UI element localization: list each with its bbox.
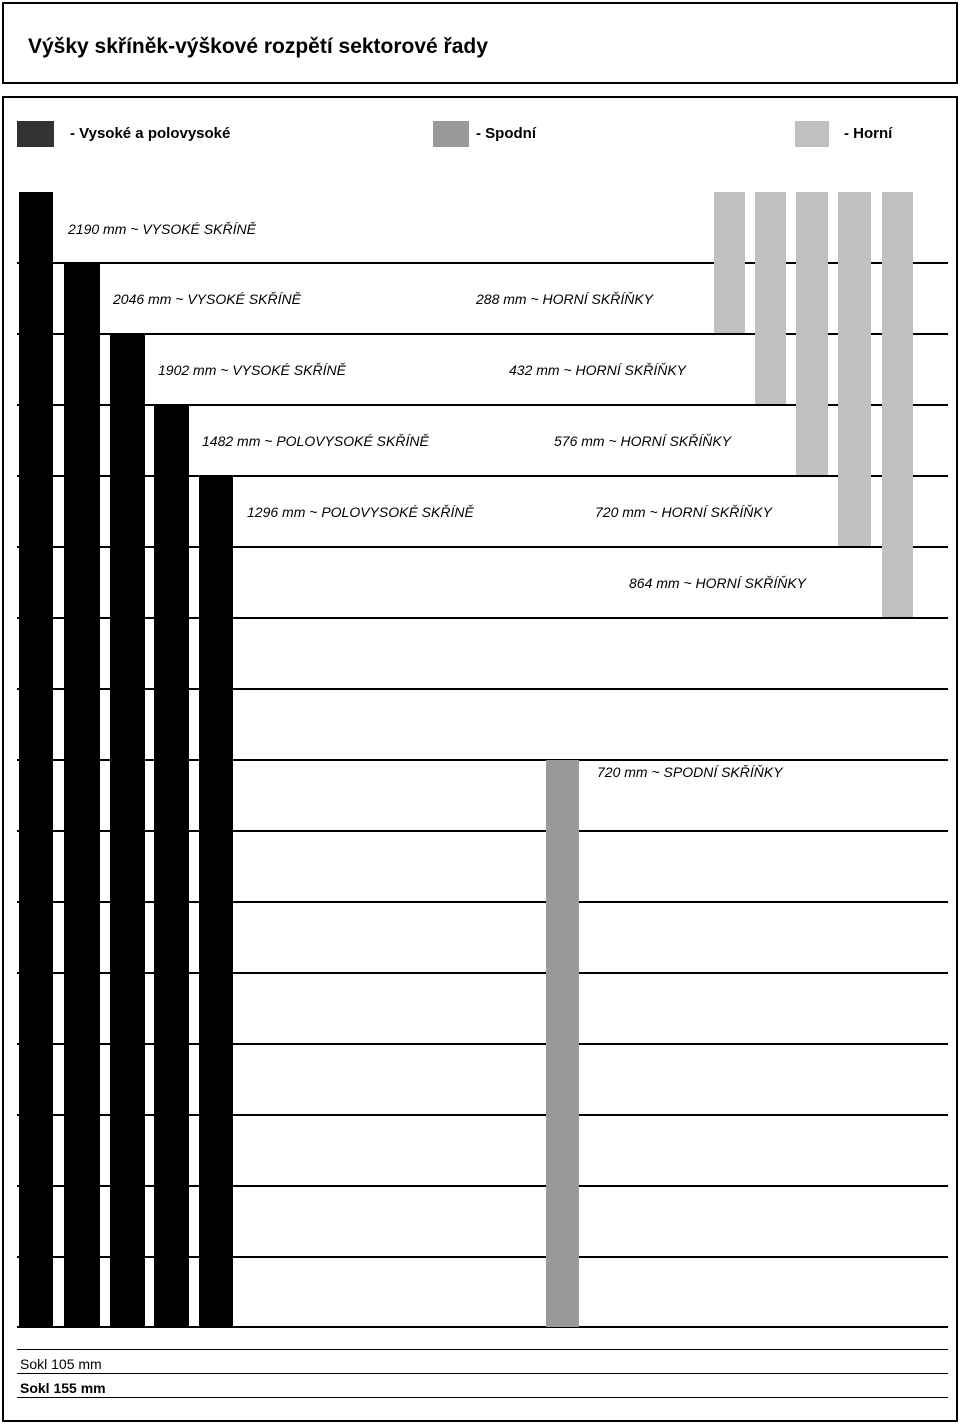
- upper-cabinet-bar-720: [838, 192, 871, 546]
- legend-swatch-upper: [795, 121, 829, 147]
- tall-cabinet-bar-2046: [64, 263, 100, 1327]
- upper-cabinet-bar-576: [796, 192, 828, 475]
- legend-swatch-base: [433, 121, 469, 147]
- tall-label-1902: 1902 mm ~ VYSOKÉ SKŘÍNĚ: [158, 362, 346, 378]
- sokl-105-label: Sokl 105 mm: [20, 1356, 102, 1372]
- upper-label-288: 288 mm ~ HORNÍ SKŘÍŇKY: [476, 291, 653, 307]
- legend-swatch-tall: [17, 121, 54, 147]
- tall-cabinet-bar-2190: [19, 192, 53, 1327]
- base-cabinet-bar-720: [546, 760, 579, 1327]
- tall-label-2046: 2046 mm ~ VYSOKÉ SKŘÍNĚ: [113, 291, 301, 307]
- tall-cabinet-bar-1482: [154, 405, 189, 1327]
- tall-cabinet-bar-1902: [110, 334, 145, 1327]
- legend-label-tall: - Vysoké a polovysoké: [70, 125, 231, 142]
- legend-label-base: - Spodní: [476, 125, 536, 142]
- sokl-155-label: Sokl 155 mm: [20, 1380, 106, 1396]
- legend-label-upper: - Horní: [844, 125, 893, 142]
- tall-label-1296: 1296 mm ~ POLOVYSOKÉ SKŘÍNĚ: [247, 504, 474, 520]
- base-label-720: 720 mm ~ SPODNÍ SKŘÍŇKY: [597, 764, 783, 780]
- row-line: [17, 1349, 948, 1350]
- row-line: [17, 1373, 948, 1374]
- tall-label-2190: 2190 mm ~ VYSOKÉ SKŘÍNĚ: [68, 221, 256, 237]
- upper-label-432: 432 mm ~ HORNÍ SKŘÍŇKY: [509, 362, 686, 378]
- tall-label-1482: 1482 mm ~ POLOVYSOKÉ SKŘÍNĚ: [202, 433, 429, 449]
- upper-label-720: 720 mm ~ HORNÍ SKŘÍŇKY: [595, 504, 772, 520]
- page-title: Výšky skříněk-výškové rozpětí sektorové řady: [28, 35, 488, 58]
- upper-cabinet-bar-432: [755, 192, 786, 404]
- upper-label-864: 864 mm ~ HORNÍ SKŘÍŇKY: [629, 575, 806, 591]
- upper-label-576: 576 mm ~ HORNÍ SKŘÍŇKY: [554, 433, 731, 449]
- upper-cabinet-bar-288: [714, 192, 745, 333]
- upper-cabinet-bar-864: [882, 192, 913, 617]
- tall-cabinet-bar-1296: [199, 476, 233, 1327]
- row-line: [17, 1397, 948, 1398]
- title-frame: [2, 2, 958, 84]
